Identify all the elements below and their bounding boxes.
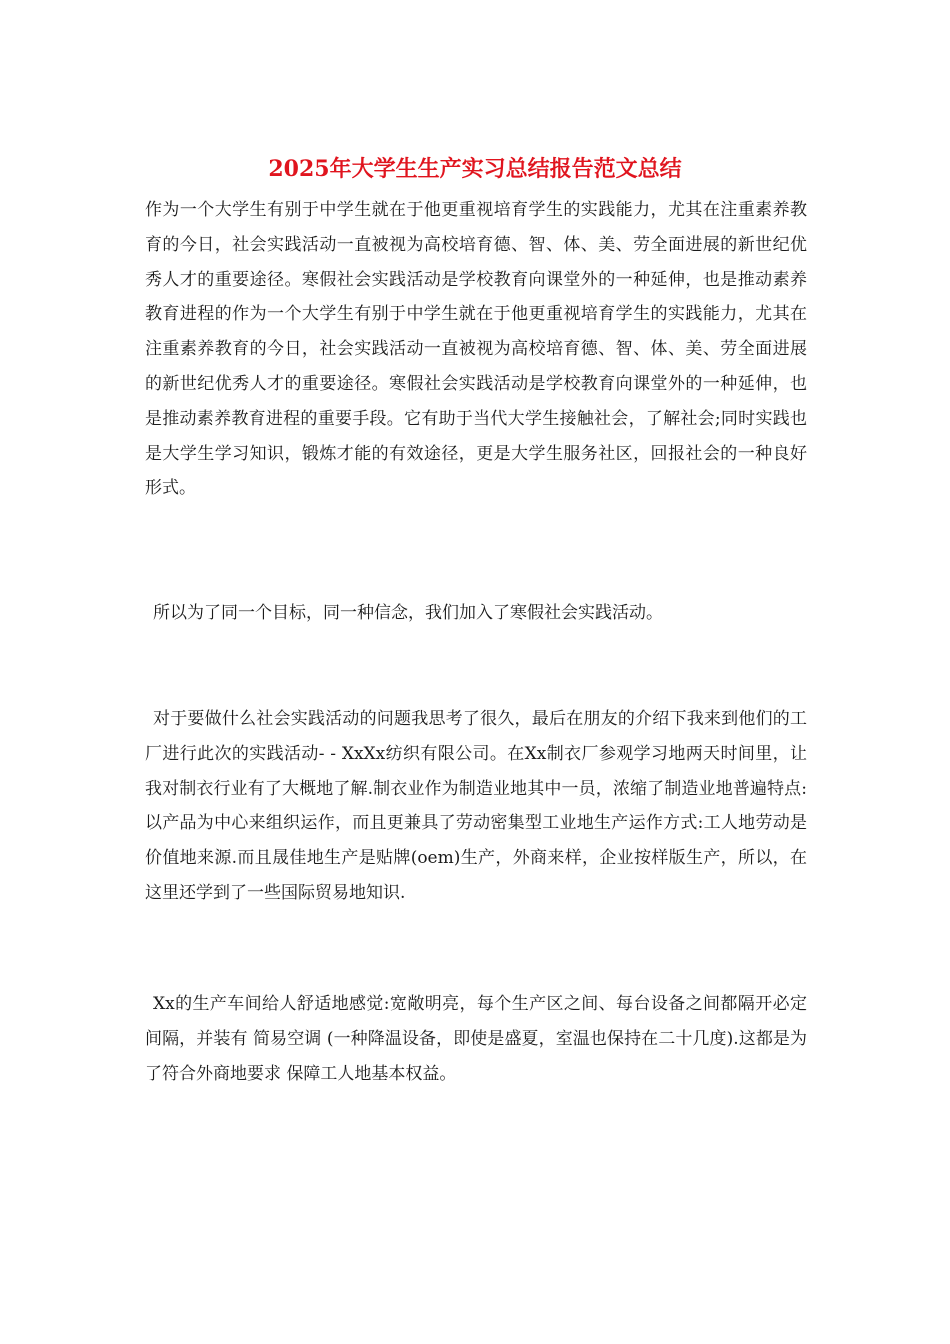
- paragraph-2: 所以为了同一个目标，同一种信念，我们加入了寒假社会实践活动。: [153, 603, 663, 623]
- paragraph-3: 对于要做什么社会实践活动的问题我思考了很久，最后在朋友的介绍下我来到他们的工厂进行此次的实践活动- - XxXx纺织有限公司。在Xx制衣厂参观学习地两天时间里，让我对制衣行业有了大概地了解.制衣业作为制造业地其中一员，浓缩了制造业地普遍特点:以产品为中心来组织运作，而且更兼具了劳动密集型工业地生产运作方式:工人地劳动是价值地来源.而且晟佳地生产是贴牌(oem)生产，外商来样，企业按样版生产，所以，在这里还学到了一些国际贸易地知识.: [145, 709, 807, 903]
- paragraph-4: Xx的生产车间给人舒适地感觉:宽敞明亮，每个生产区之间、每台设备之间都隔开必定间隔，并装有 简易空调 (一种降温设备，即使是盛夏，室温也保持在二十几度).这都是为了符合外商地要求 保障工人地基本权益。: [145, 994, 807, 1084]
- paragraph-1: 作为一个大学生有别于中学生就在于他更重视培育学生的实践能力，尤其在注重素养教育的今日，社会实践活动一直被视为高校培育德、智、体、美、劳全面进展的新世纪优秀人才的重要途径。寒假社会实践活动是学校教育向课堂外的一种延伸，也是推动素养教育进程的作为一个大学生有别于中学生就在于他更重视培育学生的实践能力，尤其在注重素养教育的今日，社会实践活动一直被视为高校培育德、智、体、美、劳全面进展的新世纪优秀人才的重要途径。寒假社会实践活动是学校教育向课堂外的一种延伸，也是推动素养教育进程的重要手段。它有助于当代大学生接触社会，了解社会;同时实践也是大学生学习知识，锻炼才能的有效途径，更是大学生服务社区，回报社会的一种良好形式。: [145, 200, 807, 499]
- document-title: 2025年大学生生产实习总结报告范文总结: [268, 156, 682, 182]
